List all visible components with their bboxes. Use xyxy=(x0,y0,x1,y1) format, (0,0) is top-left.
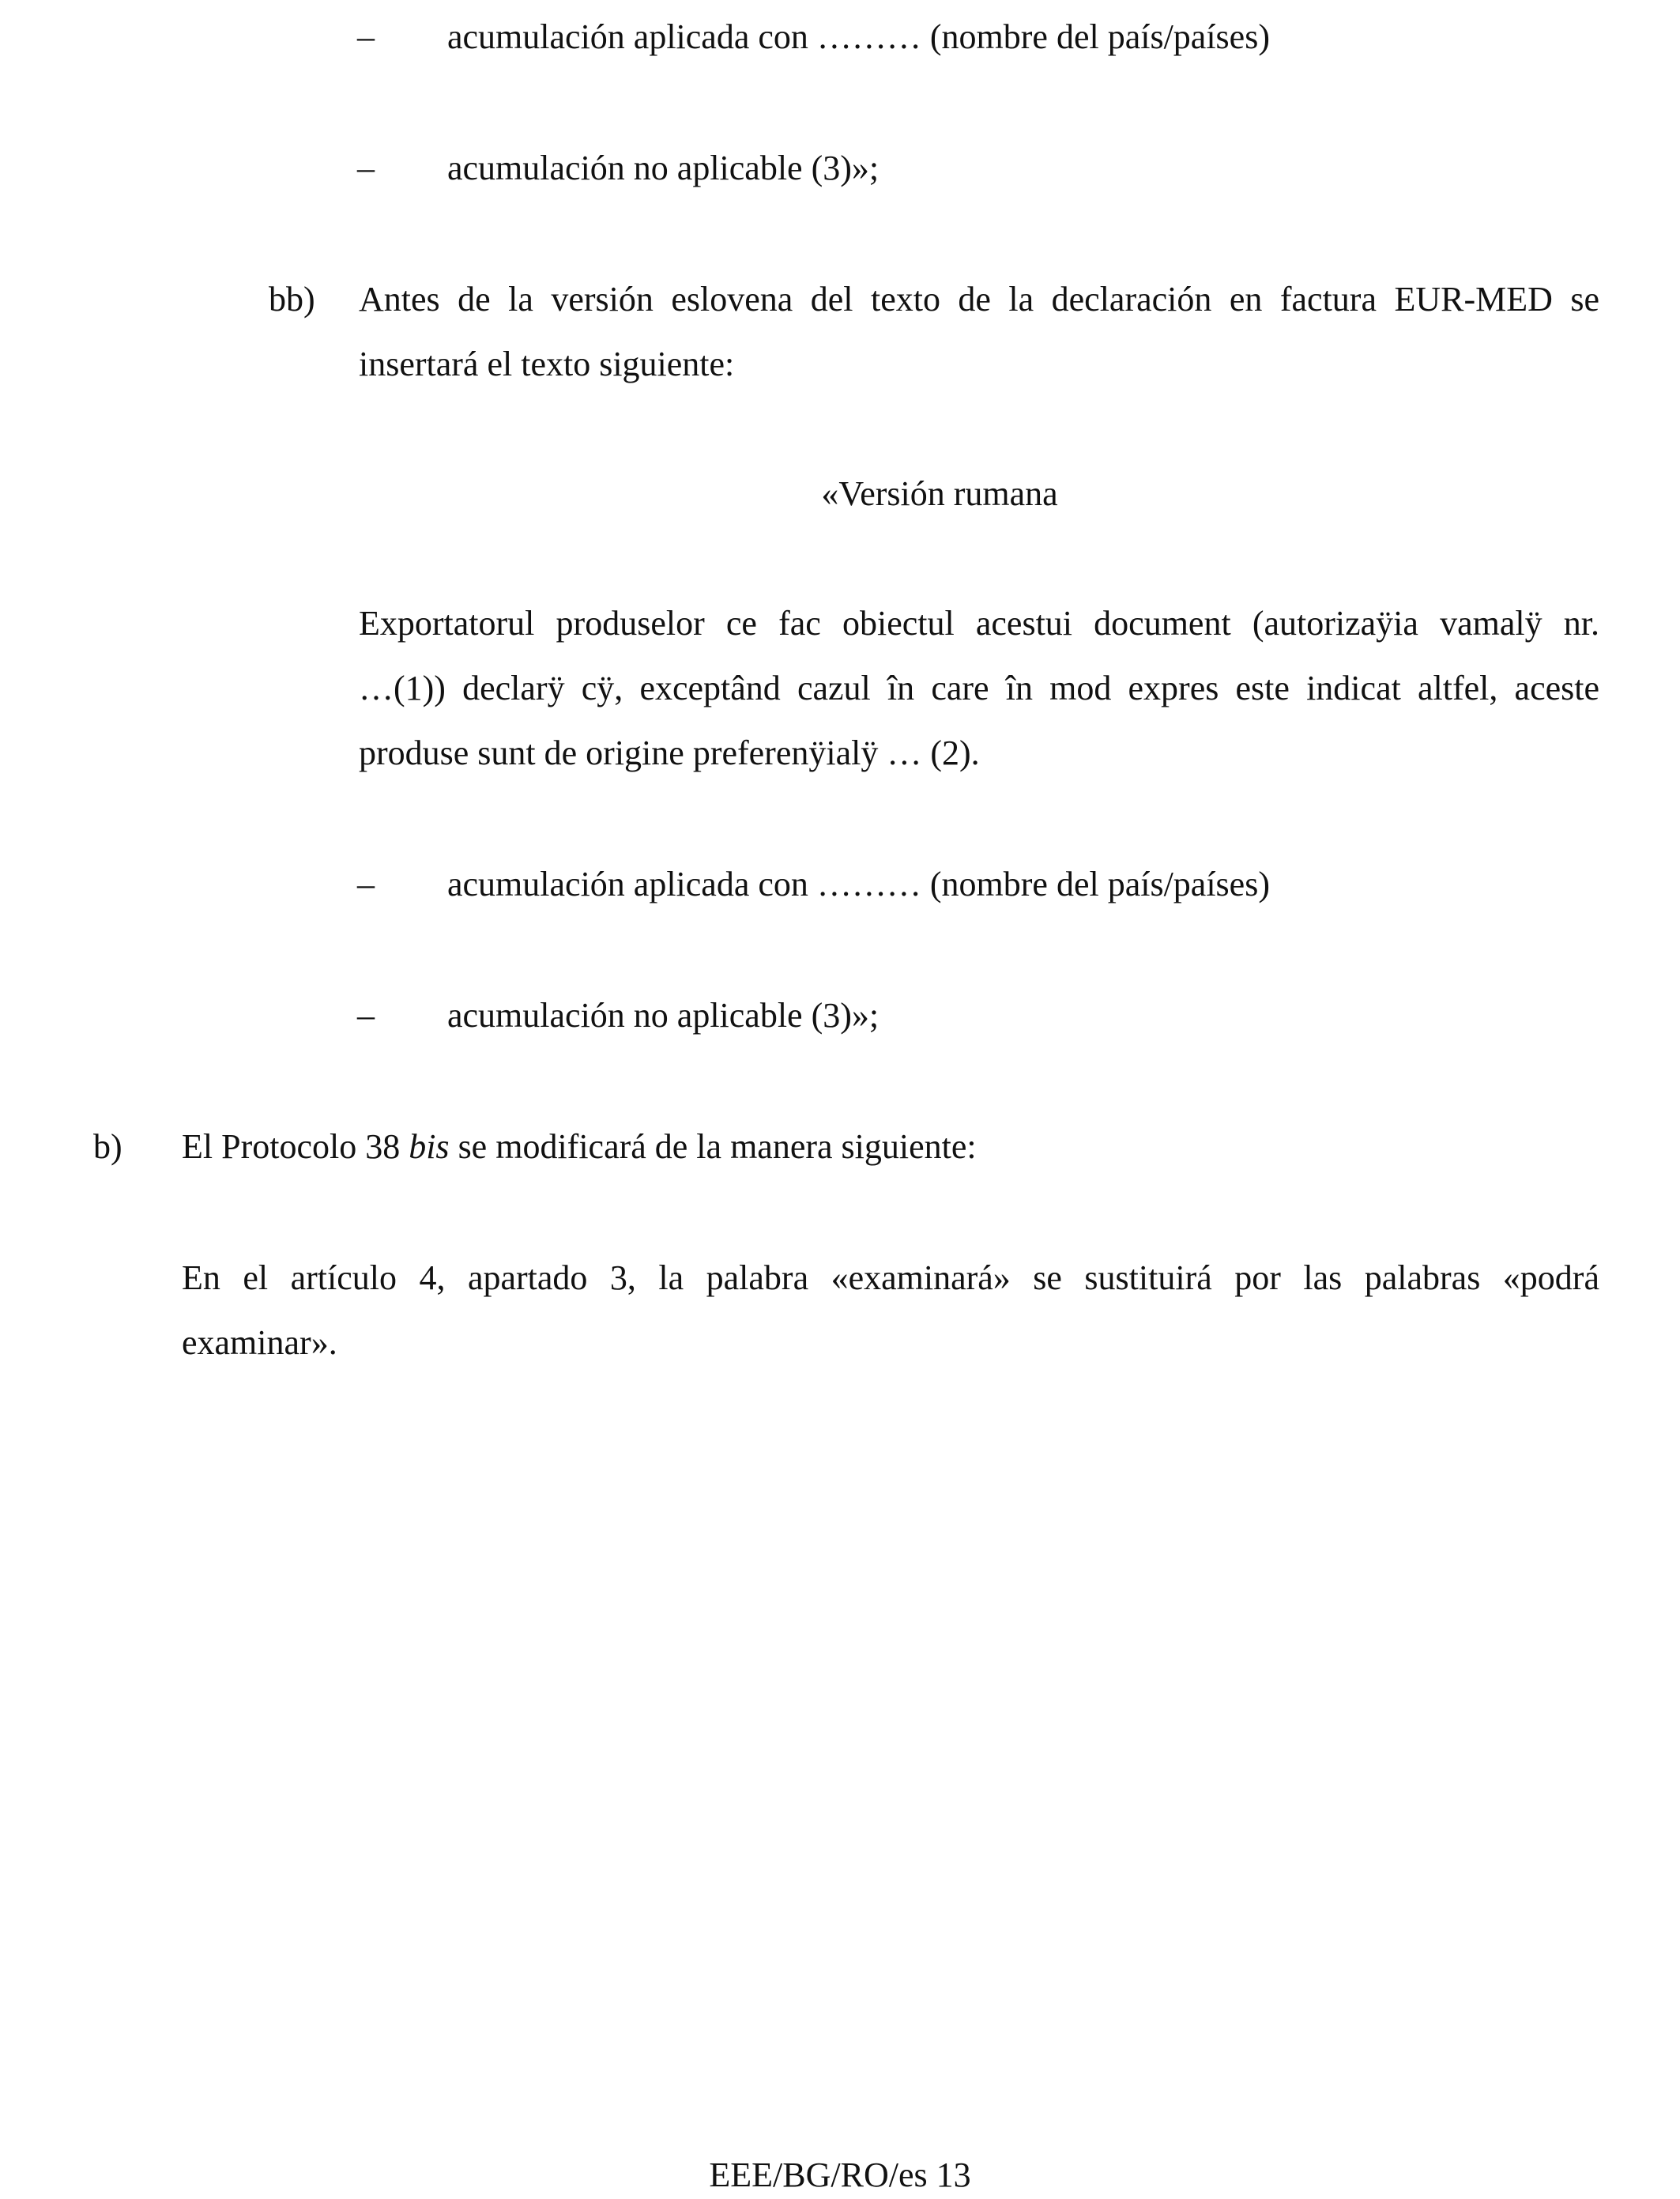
item-label-bb: bb) xyxy=(269,280,315,319)
dash-item-cumulation-not-applicable xyxy=(357,136,375,201)
dash-item-text: acumulación aplicada con ……… (nombre del país/países) xyxy=(447,865,1270,903)
final-paragraph-line: examinar». xyxy=(182,1323,337,1362)
item-bb-line: insertará el texto siguiente: xyxy=(359,345,735,383)
item-bb-paragraph xyxy=(359,267,1599,397)
item-b-text-before: El Protocolo 38 xyxy=(182,1127,409,1166)
romanian-line: produse sunt de origine preferenÿialÿ … (2). xyxy=(359,734,980,772)
page-footer: EEE/BG/RO/es 13 xyxy=(709,2156,971,2194)
item-b-text-italic: bis xyxy=(409,1127,450,1166)
dash-item-text: acumulación no aplicable (3)»; xyxy=(447,149,880,187)
romanian-declaration-paragraph xyxy=(359,591,1599,786)
dash-item-text: acumulación no aplicable (3)»; xyxy=(447,996,880,1035)
version-heading: «Versión rumana xyxy=(821,474,1058,513)
final-paragraph xyxy=(182,1246,1599,1375)
dash-marker: – xyxy=(357,149,375,187)
dash-item-cumulation-not-applicable xyxy=(357,983,375,1048)
dash-marker: – xyxy=(357,17,375,56)
item-bb-line: Antes de la versión eslovena del texto de la declaración en factura EUR-MED se xyxy=(359,280,1599,319)
dash-item-text: acumulación aplicada con ……… (nombre del país/países) xyxy=(447,17,1270,56)
dash-item-cumulation-applied xyxy=(357,852,375,917)
item-b-text xyxy=(182,1115,977,1179)
final-paragraph-line: En el artículo 4, apartado 3, la palabra «examinará» se sustituirá por las palabras «podrá xyxy=(182,1258,1599,1297)
dash-marker: – xyxy=(357,996,375,1035)
dash-item-cumulation-applied xyxy=(357,5,375,70)
romanian-line: …(1)) declarÿ cÿ, exceptând cazul în care în mod expres este indicat altfel, aceste xyxy=(359,669,1599,707)
item-label-b: b) xyxy=(93,1127,122,1166)
item-b-text-after: se modificará de la manera siguiente: xyxy=(449,1127,977,1166)
romanian-line: Exportatorul produselor ce fac obiectul acestui document (autorizaÿia vamalÿ nr. xyxy=(359,604,1599,643)
dash-marker: – xyxy=(357,865,375,903)
